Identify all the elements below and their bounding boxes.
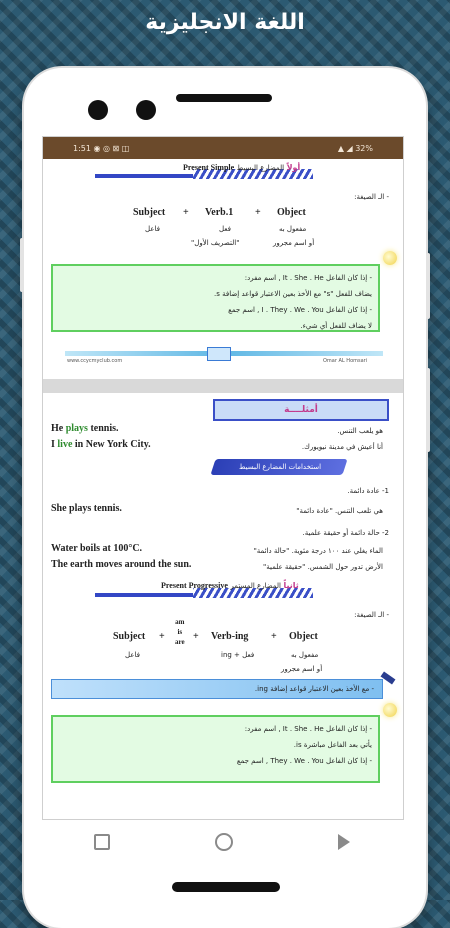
formula-2-object-note: أو اسم مجرور: [281, 665, 323, 673]
lightbulb-icon: [383, 251, 397, 265]
rule-2-line-3: - إذا كان الفاعل They . We . You , اسم جمع: [236, 757, 372, 765]
app-banner-title: اللغة الانجليزية: [145, 10, 305, 35]
formula-subject-ar: فاعل: [145, 225, 160, 233]
home-icon[interactable]: [215, 833, 233, 851]
formula-verb-note: "التصريف الأول": [191, 239, 240, 247]
use-2-label: 2- حالة دائمة أو حقيقة علمية.: [302, 529, 389, 537]
use-1-example-ar: هي تلعب التنس. "عادة دائمة": [296, 507, 383, 515]
example-1: He plays tennis.: [51, 423, 119, 434]
rule-box-2: [51, 715, 380, 783]
document-page-1[interactable]: [43, 159, 403, 379]
formula-object-ar: مفعول به: [279, 225, 307, 233]
formula-plus-2: +: [255, 207, 261, 218]
formula-2-aux: am is are: [175, 618, 185, 646]
ing-note-text: - مع الأخذ بعين الاعتبار قواعد إضافة ing.: [254, 685, 374, 693]
formula-object-note: أو اسم مجرور: [273, 239, 315, 247]
rule-1-line-2: يضاف للفعل "s" مع الأخذ بعين الاعتبار قواعد إضافة s.: [213, 290, 372, 298]
rule-1-line-4: لا يضاف للفعل أي شيء.: [300, 322, 372, 330]
back-icon[interactable]: [338, 834, 350, 850]
formula-verb: Verb.1: [205, 207, 234, 218]
formula-2-subject-ar: فاعل: [125, 651, 140, 659]
rule-1-line-3: - إذا كان الفاعل I . They . We . You , اسم جمع: [228, 306, 372, 314]
use-2-example-2: The earth moves around the sun.: [51, 559, 192, 570]
speaker-grille: [176, 94, 272, 102]
ing-note-bar: [51, 679, 383, 699]
rule-2-line-2: يأتي بعد الفاعل مباشرة is.: [293, 741, 372, 749]
formula-2-plus-1: +: [159, 631, 165, 642]
formula-2-object: Object: [289, 631, 318, 642]
volume-button: [20, 238, 24, 292]
front-camera: [88, 100, 108, 120]
example-1-ar: هو يلعب التنس.: [337, 427, 383, 435]
formula-plus-1: +: [183, 207, 189, 218]
phone-frame: [24, 68, 426, 928]
lightbulb-icon-2: [383, 703, 397, 717]
rule-2-line-1: - إذا كان الفاعل It . She . He , اسم مفرد:: [244, 725, 372, 733]
status-left: 1:51 ◉ ◎ ⊠ ◫: [73, 143, 130, 153]
power-button: [426, 253, 430, 319]
formula-object: Object: [277, 207, 306, 218]
phone-bottom-bar: [172, 882, 280, 892]
rule-1-line-1: - إذا كان الفاعل It . She . He , اسم مفرد:: [244, 274, 372, 282]
examples-header: أمثلــــة: [284, 405, 318, 415]
formula-2-plus-2: +: [193, 631, 199, 642]
formula-2-plus-3: +: [271, 631, 277, 642]
use-1-example: She plays tennis.: [51, 503, 122, 514]
formula-2-verb: Verb-ing: [211, 631, 249, 642]
use-1-label: 1- عادة دائمة.: [347, 487, 389, 495]
lesson-title-1: أولاً المضارع البسيط Present Simple: [183, 163, 301, 172]
android-nav-bar: [42, 820, 402, 864]
example-2: I live in New York City.: [51, 439, 151, 450]
rule-box-1: [51, 264, 380, 332]
status-bar: [43, 137, 403, 159]
formula-2-object-ar: مفعول به: [291, 651, 319, 659]
page-separator: [43, 379, 403, 393]
status-right: ▲ ◢ 32%: [337, 143, 373, 153]
page-number-box: [207, 347, 231, 361]
formula-2-subject: Subject: [113, 631, 146, 642]
lesson-title-2: ثانياً المضارع المستمر Present Progressive: [161, 581, 299, 590]
use-2-example-1: Water boils at 100°C.: [51, 543, 143, 554]
front-sensor: [136, 100, 156, 120]
phone-screen: [42, 136, 404, 820]
footer-website: www.ccycmyclub.com: [67, 358, 123, 364]
formula-label: - الـ الصيغة:: [354, 193, 389, 201]
examples-header-box: [213, 399, 389, 421]
formula-2-verb-ar: فعل + ing: [221, 651, 255, 659]
document-page-2[interactable]: [43, 393, 403, 820]
formula-subject: Subject: [133, 207, 166, 218]
recent-apps-icon[interactable]: [94, 834, 110, 850]
footer-author: Omar AL Homsari: [323, 358, 368, 364]
use-2-example-1-ar: الماء يغلي عند ١٠٠ درجة مئوية. "حالة دائمة": [253, 547, 383, 555]
formula-2-label: - الـ الصيغة:: [354, 611, 389, 619]
example-2-ar: أنا أعيش في مدينة نيويورك.: [301, 443, 383, 451]
use-2-example-2-ar: الأرض تدور حول الشمس. "حقيقة علمية": [263, 563, 383, 571]
formula-verb-ar: فعل: [219, 225, 232, 233]
side-button: [426, 368, 430, 452]
uses-header: استخدامات المضارع البسيط: [238, 463, 322, 471]
